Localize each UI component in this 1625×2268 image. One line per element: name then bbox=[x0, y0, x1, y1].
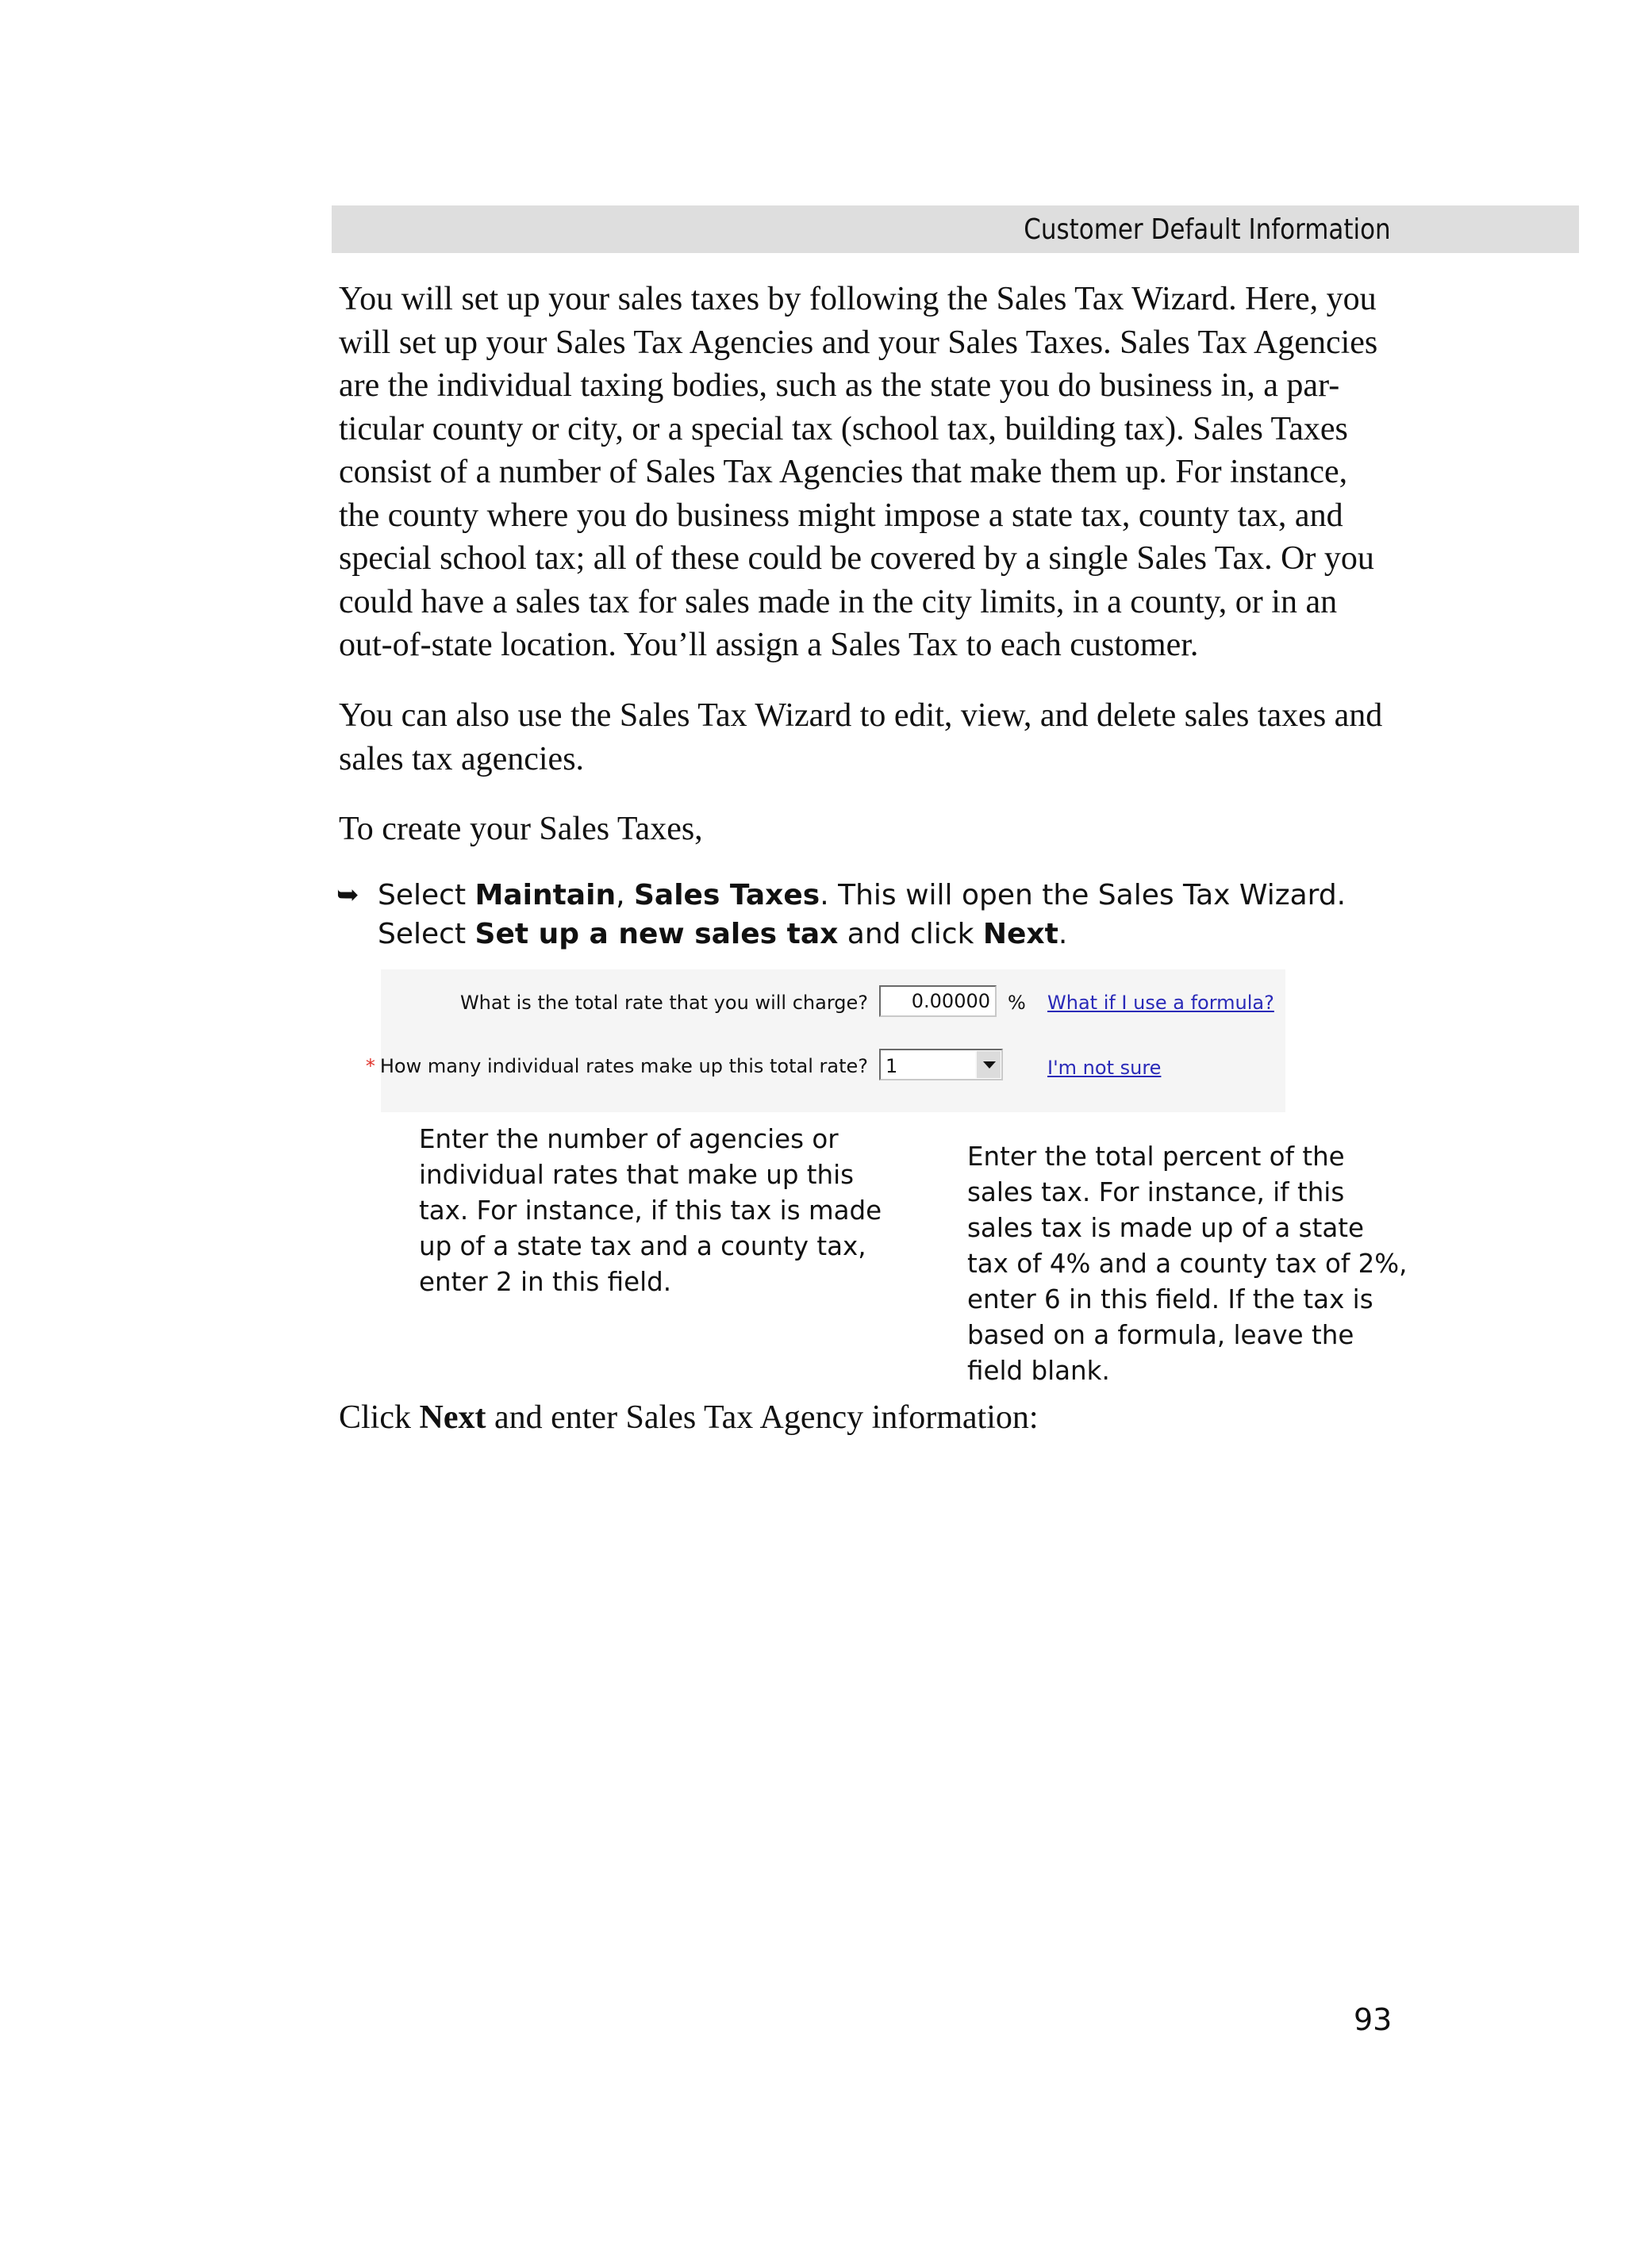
total-rate-label: What is the total rate that you will charge? bbox=[459, 992, 868, 1014]
rate-count-select[interactable] bbox=[879, 1049, 1003, 1080]
page-number: 93 bbox=[1354, 2002, 1393, 2037]
next-button-name: Next bbox=[982, 918, 1058, 950]
rate-count-caption: Enter the number of agencies or individual rates that make up this tax. For instance, if this tax is made up of a state tax and a county tax, enter 2 in this field. bbox=[419, 1124, 882, 1297]
instruction-line-1: Select Maintain, Sales Taxes. This will open the Sales Tax Wizard. bbox=[378, 879, 1346, 911]
arrow-bullet-icon: ➥ bbox=[336, 879, 359, 911]
create-sales-taxes-lead-in: To create your Sales Taxes, bbox=[339, 811, 703, 847]
percent-sign: % bbox=[1008, 992, 1026, 1014]
rate-count-value: 1 bbox=[885, 1055, 898, 1077]
rate-count-label bbox=[366, 1055, 868, 1077]
wizard-usage-paragraph: You can also use the Sales Tax Wizard to edit, view, and delete sales taxes and sales tax agencies. bbox=[339, 697, 1383, 777]
instruction-line-2: Select Set up a new sales tax and click Next. bbox=[378, 918, 1068, 950]
required-star-icon: * bbox=[365, 1055, 375, 1077]
running-header-bar bbox=[332, 205, 1579, 253]
running-header-title: Customer Default Information bbox=[1024, 213, 1391, 246]
next-keyword: Next bbox=[419, 1399, 486, 1436]
setup-new-option-name: Set up a new sales tax bbox=[474, 918, 839, 950]
sales-tax-wizard-screenshot bbox=[365, 969, 1285, 1112]
maintain-menu-name: Maintain bbox=[474, 879, 617, 911]
instruction-text bbox=[378, 876, 1409, 954]
not-sure-help-link[interactable]: I'm not sure bbox=[1047, 1057, 1162, 1079]
formula-help-link[interactable]: What if I use a formula? bbox=[1047, 992, 1274, 1014]
total-rate-input[interactable] bbox=[879, 985, 997, 1017]
sales-taxes-menu-name: Sales Taxes bbox=[633, 879, 820, 911]
intro-paragraph: You will set up your sales taxes by following the Sales Tax Wizard. Here, you will set up your Sales Tax Agencies and your Sales Taxes. Sales Tax Agencies are the individual taxing bodies, such as the state you do business in, a par-ticular county or city, or a special tax (school tax, building tax). Sales Taxes consist of a number of Sales Tax Agencies that make them up. For instance, the county where you do business might impose a state tax, county tax, and special school tax; all of these could be covered by a single Sales Tax. Or you could have a sales tax for sales made in the city limits, in a county, or in an out-of-state location. You’ll assign a Sales Tax to each customer. bbox=[339, 281, 1378, 663]
next-step-paragraph: Click Next and enter Sales Tax Agency information: bbox=[339, 1399, 1039, 1436]
total-rate-caption: Enter the total percent of the sales tax. For instance, if this sales tax is made up of a state tax of 4% and a county tax of 2%, enter 6 in this field. If the tax is based on a formula, leave the field blank. bbox=[967, 1142, 1408, 1386]
rate-count-label-text: How many individual rates make up this total rate? bbox=[379, 1055, 868, 1077]
chevron-down-icon[interactable] bbox=[975, 1051, 1001, 1078]
